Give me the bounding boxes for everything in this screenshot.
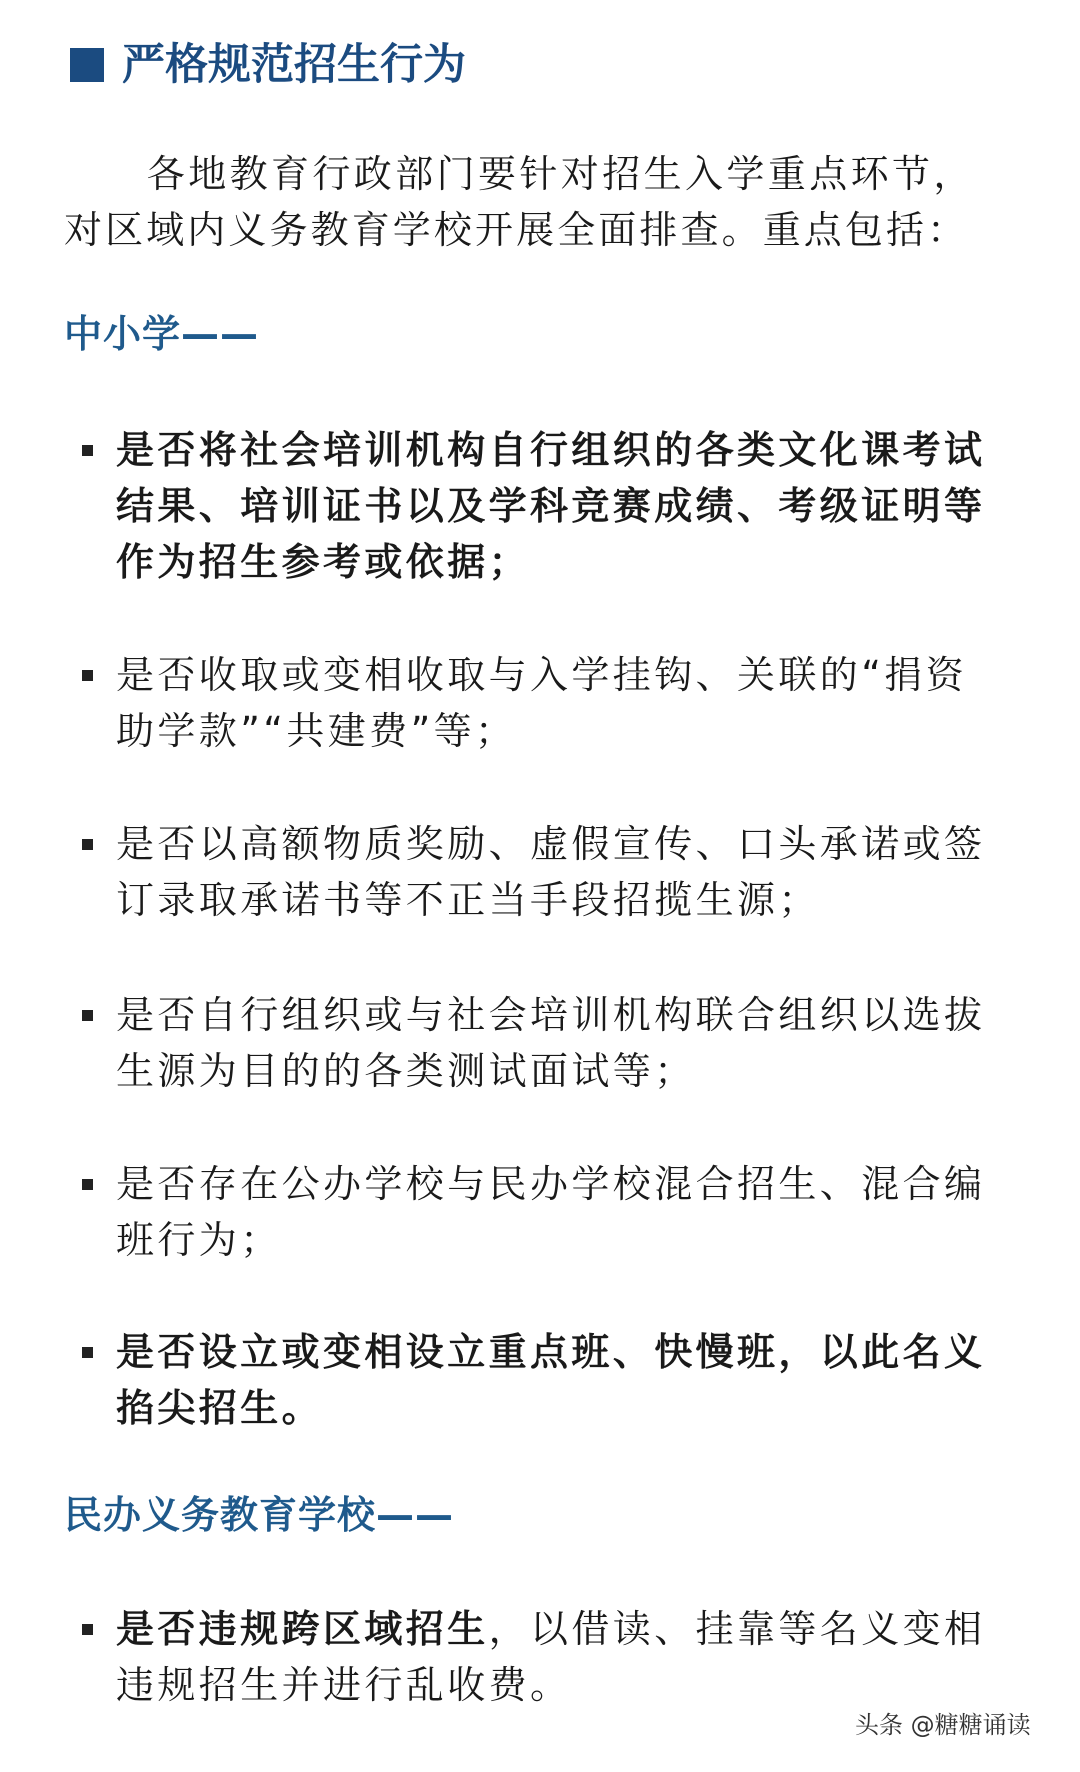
list-item-line <box>116 650 967 700</box>
list-item-line <box>116 819 985 869</box>
list-item-line <box>116 706 516 756</box>
body-text: 助学款”“共建费”等； <box>116 709 517 753</box>
body-text: 订录取承诺书等不正当手段招揽生源； <box>116 878 820 922</box>
bullet-icon <box>82 445 93 456</box>
emphasis-text: 是否将社会培训机构自行组织的各类文化课考试 <box>116 428 986 472</box>
list-item-line <box>116 1215 282 1265</box>
subheading-primary-secondary: 中小学—— <box>64 312 260 356</box>
emphasis-text: 掐尖招生。 <box>116 1386 324 1430</box>
list-item-line <box>116 1327 985 1377</box>
body-text: 生源为目的的各类测试面试等； <box>116 1049 696 1093</box>
body-text: 是否以高额物质奖励、虚假宣传、口头承诺或签 <box>116 822 986 866</box>
list-item-line <box>116 425 985 475</box>
emphasis-text: 结果、培训证书以及学科竞赛成绩、考级证明等 <box>116 484 986 528</box>
list-item-line <box>116 1046 696 1096</box>
list-item-line <box>116 1383 323 1433</box>
emphasis-text: 是否违规跨区域招生 <box>116 1607 489 1651</box>
intro-line: 对区域内义务教育学校开展全面排查。重点包括： <box>64 208 969 252</box>
body-text: 违规招生并进行乱收费。 <box>116 1663 572 1707</box>
intro-line: 各地教育行政部门要针对招生入学重点环节， <box>64 152 975 196</box>
list-item-line <box>116 990 985 1040</box>
list-item-line <box>116 1159 985 1209</box>
bullet-icon <box>82 670 93 681</box>
body-text: 是否收取或变相收取与入学挂钩、关联的“捐资 <box>116 653 968 697</box>
list-item-line <box>116 537 530 587</box>
list-item-line <box>116 875 820 925</box>
body-text: ，以借读、挂靠等名义变相 <box>488 1607 986 1651</box>
bullet-icon <box>82 1179 93 1190</box>
bullet-icon <box>82 1624 93 1635</box>
bullet-icon <box>82 839 93 850</box>
body-text: 班行为； <box>116 1218 282 1262</box>
list-item-line <box>116 481 985 531</box>
list-item-line <box>116 1660 571 1710</box>
list-item-line <box>116 1604 985 1654</box>
subheading-private-schools: 民办义务教育学校—— <box>64 1493 455 1537</box>
emphasis-text: 作为招生参考或依据； <box>116 540 531 584</box>
body-text: 是否自行组织或与社会培训机构联合组织以选拔 <box>116 993 986 1037</box>
emphasis-text: 是否设立或变相设立重点班、快慢班，以此名义 <box>116 1330 986 1374</box>
bullet-icon <box>82 1347 93 1358</box>
body-text: 是否存在公办学校与民办学校混合招生、混合编 <box>116 1162 986 1206</box>
watermark: 头条 @糖糖诵读 <box>855 1711 1031 1739</box>
bullet-icon <box>82 1010 93 1021</box>
title-square-icon <box>70 48 104 82</box>
section-title: 严格规范招生行为 <box>122 40 466 90</box>
